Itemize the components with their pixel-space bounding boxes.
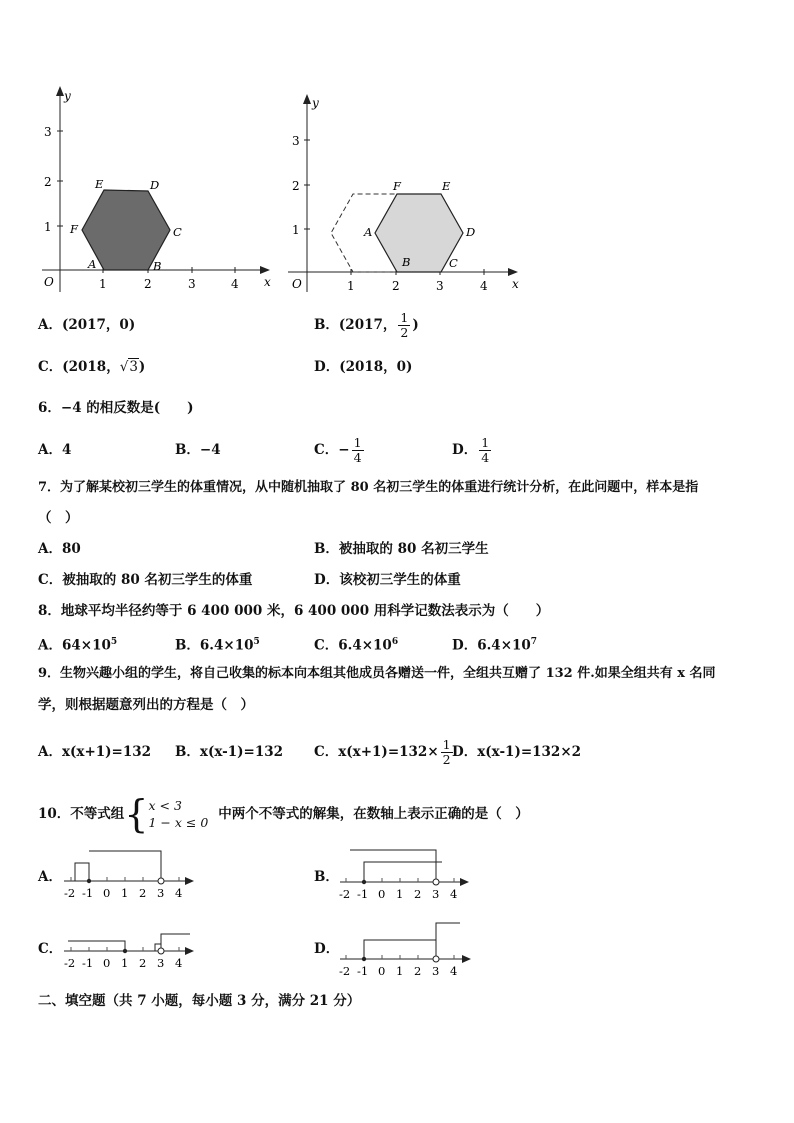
svg-text:0: 0	[378, 964, 386, 978]
right-axis-x-label: x	[512, 277, 519, 291]
right-x-tick-1: 1	[347, 279, 355, 293]
q6-option-c-fraction	[352, 436, 364, 465]
left-x-tick-3: 3	[188, 277, 196, 291]
q6-option-c	[314, 431, 366, 469]
right-y-tick-1: 1	[292, 223, 300, 237]
svg-text:3: 3	[157, 886, 165, 900]
q10-stem-suffix: 中两个不等式的解集，在数轴上表示正确的是（ ）	[218, 806, 529, 822]
q9-option-c	[314, 733, 455, 771]
svg-text:4: 4	[175, 956, 183, 970]
figure-right	[288, 94, 519, 293]
q8-option-d-exponent: 7	[530, 637, 538, 647]
svg-text:-1: -1	[82, 956, 94, 970]
q10-stem	[38, 794, 529, 834]
q5-option-b-suffix: )	[412, 317, 419, 333]
svg-text:1: 1	[121, 886, 129, 900]
left-vertex-e: E	[95, 177, 104, 191]
svg-text:-2: -2	[339, 964, 351, 978]
q6-option-d-fraction	[479, 436, 491, 465]
right-y-arrow	[303, 94, 311, 104]
svg-text:-1: -1	[357, 887, 369, 901]
q8-option-a-base: A．64×10	[38, 637, 111, 654]
svg-text:0: 0	[103, 886, 111, 900]
q7-option-c: C．被抽取的 80 名初三学生的体重	[38, 572, 253, 588]
right-x-tick-3: 3	[436, 279, 444, 293]
svg-text:3: 3	[432, 964, 440, 978]
left-vertex-f: F	[70, 222, 78, 236]
q6-option-d	[452, 431, 493, 469]
q10-brace: {	[124, 792, 149, 836]
q6-option-c-denominator: 4	[353, 449, 362, 465]
number-line-a-ray-1	[75, 863, 89, 881]
right-vertex-d: D	[466, 225, 476, 239]
right-x-arrow	[508, 268, 518, 276]
q6-option-c-numerator: 1	[353, 434, 362, 450]
q10-option-c-label: C．	[38, 941, 63, 957]
left-x-tick-1: 1	[99, 277, 107, 291]
svg-text:2: 2	[414, 887, 422, 901]
q10-number-lines	[0, 840, 794, 980]
q9-option-a: A．x(x+1)=132	[38, 744, 152, 760]
right-vertex-f: F	[393, 179, 401, 193]
q8-option-d-base: D．6.4×10	[452, 637, 531, 654]
left-x-arrow	[260, 266, 270, 274]
q8-option-b-base: B．6.4×10	[175, 637, 254, 654]
left-axis-y-label: y	[64, 89, 71, 103]
right-vertex-e: E	[442, 179, 451, 193]
q10-option-d-label: D．	[314, 941, 340, 957]
q7-stem-line1: 7．为了解某校初三学生的体重情况，从中随机抽取了 80 名初三学生的体重进行统计分析，在此问题中，样本是指	[38, 480, 699, 495]
svg-text:-2: -2	[64, 886, 76, 900]
q5-option-d: D．(2018，0)	[314, 359, 413, 375]
svg-text:4: 4	[450, 964, 458, 978]
q6-option-a: A．4	[38, 442, 72, 458]
number-line-b-ray-2	[350, 850, 436, 882]
q5-option-b-numerator: 1	[400, 309, 409, 325]
right-x-tick-4: 4	[480, 279, 488, 293]
left-x-tick-2: 2	[144, 277, 152, 291]
q9-option-c-denominator: 2	[442, 751, 451, 767]
q8-option-d	[452, 632, 537, 656]
right-vertex-b: B	[402, 255, 411, 269]
left-vertex-b: B	[153, 259, 162, 273]
q5-option-c-suffix: )	[138, 359, 146, 375]
right-vertex-c: C	[449, 256, 458, 270]
q9-option-c-prefix: C．x(x+1)=132×	[314, 744, 439, 760]
number-line-d-labels	[339, 964, 457, 978]
svg-text:0: 0	[103, 956, 111, 970]
left-y-tick-1: 1	[44, 220, 52, 234]
svg-text:0: 0	[378, 887, 386, 901]
svg-text:4: 4	[175, 886, 183, 900]
q5-option-b	[314, 306, 419, 344]
right-y-tick-3: 3	[292, 134, 300, 148]
q5-option-b-denominator: 2	[400, 324, 409, 340]
q9-option-b: B．x(x-1)=132	[175, 744, 284, 760]
q6-option-c-prefix: C．−	[314, 442, 350, 458]
q9-stem-line2: 学，则根据题意列出的方程是（ ）	[38, 697, 254, 713]
number-line-c	[64, 934, 194, 955]
q10-option-b-label: B．	[314, 869, 339, 885]
q10-inequality-system	[148, 797, 208, 831]
q9-option-c-numerator: 1	[442, 736, 451, 752]
left-x-tick-4: 4	[231, 277, 239, 291]
number-line-b-labels	[339, 887, 457, 901]
q5-option-c-radicand: 3	[129, 359, 138, 375]
q8-option-c-base: C．6.4×10	[314, 637, 392, 654]
svg-text:-2: -2	[64, 956, 76, 970]
number-line-a-labels	[64, 886, 182, 900]
left-vertex-c: C	[173, 225, 182, 239]
q8-option-a-exponent: 5	[110, 637, 118, 647]
q8-option-c-exponent: 6	[391, 637, 399, 647]
number-line-d-ray-2	[436, 923, 460, 940]
svg-text:-1: -1	[82, 886, 94, 900]
svg-text:-1: -1	[357, 964, 369, 978]
svg-text:1: 1	[396, 887, 404, 901]
q5-option-a: A．(2017，0)	[38, 317, 136, 333]
number-line-c-labels	[64, 956, 182, 970]
svg-text:2: 2	[414, 964, 422, 978]
section-2-heading: 二、填空题（共 7 小题，每小题 3 分，满分 21 分）	[38, 993, 361, 1009]
svg-text:2: 2	[139, 886, 147, 900]
left-axis-x-label: x	[264, 275, 271, 289]
number-line-b	[340, 850, 469, 886]
right-vertex-a: A	[364, 225, 373, 239]
number-line-b-ray-1	[364, 862, 442, 882]
right-y-tick-2: 2	[292, 179, 300, 193]
q10-stem-prefix: 10．不等式组	[38, 806, 125, 822]
q8-option-b	[175, 632, 260, 656]
q6-option-d-numerator: 1	[481, 434, 490, 450]
right-axis-y-label: y	[312, 96, 319, 110]
svg-text:2: 2	[139, 956, 147, 970]
left-y-arrow	[56, 86, 64, 96]
left-vertex-a: A	[88, 257, 97, 271]
number-line-a	[64, 851, 194, 885]
svg-text:-2: -2	[339, 887, 351, 901]
q7-option-b: B．被抽取的 80 名初三学生	[314, 541, 489, 557]
q6-option-b: B．−4	[175, 442, 221, 458]
number-line-d	[340, 923, 471, 963]
q6-option-d-denominator: 4	[481, 449, 490, 465]
q7-option-d: D．该校初三学生的体重	[314, 572, 461, 588]
q6-option-d-prefix: D．	[452, 442, 478, 458]
q9-option-c-fraction	[441, 738, 453, 767]
q7-option-a: A．80	[38, 541, 81, 557]
svg-text:3: 3	[432, 887, 440, 901]
q7-stem-line2: （ ）	[38, 510, 79, 526]
q8-option-a	[38, 632, 117, 656]
figure-left	[42, 86, 271, 292]
q8-option-c	[314, 632, 398, 656]
q9-option-d: D．x(x-1)=132×2	[452, 744, 582, 760]
svg-text:3: 3	[157, 956, 165, 970]
svg-text:1: 1	[121, 956, 129, 970]
left-origin-label: O	[44, 275, 54, 289]
q5-option-b-fraction	[398, 311, 410, 340]
svg-text:4: 4	[450, 887, 458, 901]
q10-inequality-1: x < 3	[148, 798, 182, 813]
q10-option-a-label: A．	[38, 869, 62, 885]
q5-option-c-prefix: C．(2018，	[38, 359, 120, 375]
left-y-tick-2: 2	[44, 175, 52, 189]
q5-option-b-prefix: B．(2017，	[314, 317, 397, 333]
q10-inequality-2: 1 − x ≤ 0	[148, 815, 209, 830]
number-line-c-ray-1	[68, 941, 125, 951]
q5-option-c: C．(2018，√3)	[38, 359, 146, 375]
left-vertex-d: D	[150, 178, 160, 192]
svg-text:1: 1	[396, 964, 404, 978]
right-x-tick-2: 2	[392, 279, 400, 293]
hexagon-figures	[0, 0, 794, 300]
q6-stem: 6．−4 的相反数是( )	[38, 400, 194, 416]
q8-stem: 8．地球平均半径约等于 6 400 000 米，6 400 000 用科学记数法表示为（ ）	[38, 603, 550, 619]
left-y-tick-3: 3	[44, 125, 52, 139]
q9-stem-line1: 9．生物兴趣小组的学生，将自己收集的标本向本组其他成员各赠送一件，全组共互赠了 132 件.如果全组共有 x 名同	[38, 666, 716, 681]
q8-option-b-exponent: 5	[253, 637, 260, 647]
right-origin-label: O	[292, 277, 302, 291]
number-line-a-ray-2	[89, 851, 161, 881]
